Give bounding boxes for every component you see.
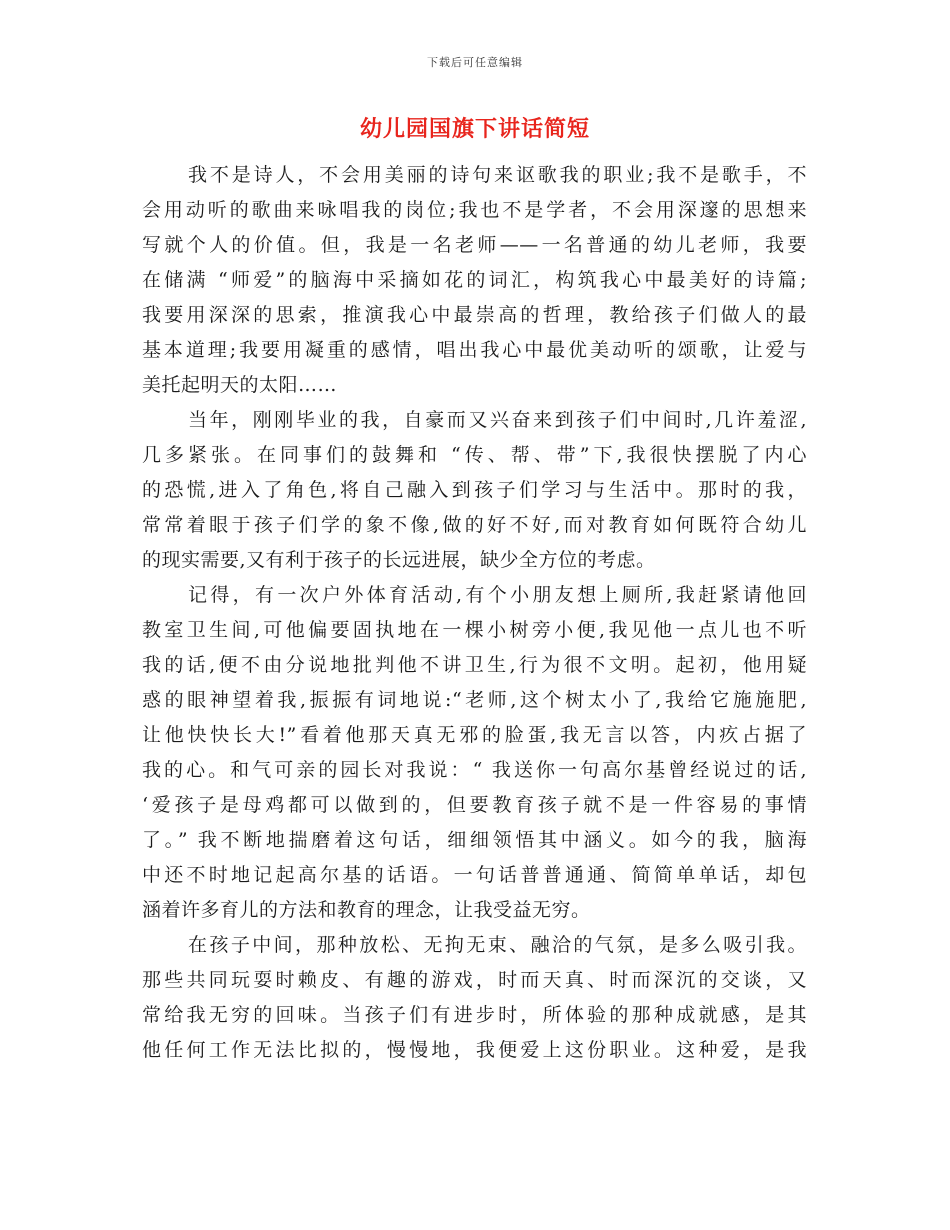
text-line: 了。” 我不断地揣磨着这句话，细细领悟其中涵义。如今的我，脑海: [142, 829, 807, 851]
paragraph-1: [142, 158, 807, 403]
text-line: 在储满 “师爱”的脑海中采摘如花的词汇，构筑我心中最美好的诗篇;: [142, 269, 807, 291]
text-line: 涵着许多育儿的方法和教育的理念，让我受益无穷。: [142, 899, 591, 921]
text-line: 常常着眼于孩子们学的象不像,做的好不好,而对教育如何既符合幼儿: [142, 514, 807, 536]
text-line: 写就个人的价值。但，我是一名老师——一名普通的幼儿老师，我要: [142, 234, 807, 256]
text-line: 我的心。和气可亲的园长对我说：“ 我送你一句高尔基曾经说过的话,: [142, 759, 807, 781]
text-line: 常给我无穷的回味。当孩子们有进步时，所体验的那种成就感，是其: [142, 1004, 807, 1026]
text-line: 让他快快长大!”看着他那天真无邪的脸蛋,我无言以答，内疚占据了: [142, 724, 807, 746]
page-header-note: 下载后可任意编辑: [427, 56, 523, 69]
document-title: 幼儿园国旗下讲话简短: [359, 117, 590, 142]
text-line: 基本道理;我要用凝重的感情，唱出我心中最优美动听的颂歌，让爱与: [142, 339, 807, 361]
text-line: 我不是诗人，不会用美丽的诗句来讴歌我的职业;我不是歌手，不: [188, 164, 807, 186]
text-line: ‘爱孩子是母鸡都可以做到的，但要教育孩子就不是一件容易的事情: [142, 794, 807, 816]
text-line: 中还不时地记起高尔基的话语。一句话普普通通、简简单单话，却包: [142, 864, 807, 886]
text-line: 几多紧张。在同事们的鼓舞和 “传、帮、带”下,我很快摆脱了内心: [142, 444, 807, 466]
text-line: 的恐慌,进入了角色,将自己融入到孩子们学习与生活中。那时的我，: [142, 479, 807, 501]
text-line: 他任何工作无法比拟的，慢慢地，我便爱上这份职业。这种爱，是我: [142, 1039, 807, 1061]
text-line: 的现实需要,又有利于孩子的长远进展，缺少全方位的考虑。: [142, 549, 656, 571]
paragraph-4: [142, 928, 807, 1068]
text-line: 当年，刚刚毕业的我，自豪而又兴奋来到孩子们中间时,几许羞涩,: [188, 409, 807, 431]
text-line: 惑的眼神望着我,振振有词地说:“老师,这个树太小了,我给它施施肥,: [142, 689, 807, 711]
text-line: 那些共同玩耍时赖皮、有趣的游戏，时而天真、时而深沉的交谈，又: [142, 969, 807, 991]
document-body: [142, 158, 807, 1068]
text-line: 我要用深深的思索，推演我心中最崇高的哲理，教给孩子们做人的最: [142, 304, 807, 326]
text-line: 美托起明天的太阳……: [142, 374, 338, 396]
text-line: 记得，有一次户外体育活动,有个小朋友想上厕所,我赶紧请他回: [188, 584, 807, 606]
text-line: 会用动听的歌曲来咏唱我的岗位;我也不是学者，不会用深邃的思想来: [142, 199, 807, 221]
text-line: 在孩子中间，那种放松、无拘无束、融洽的气氛，是多么吸引我。: [188, 934, 807, 956]
text-line: 我的话,便不由分说地批判他不讲卫生,行为很不文明。起初，他用疑: [142, 654, 807, 676]
paragraph-2: [142, 403, 807, 578]
text-line: 教室卫生间,可他偏要固执地在一棵小树旁小便,我见他一点儿也不听: [142, 619, 807, 641]
paragraph-3: [142, 578, 807, 928]
